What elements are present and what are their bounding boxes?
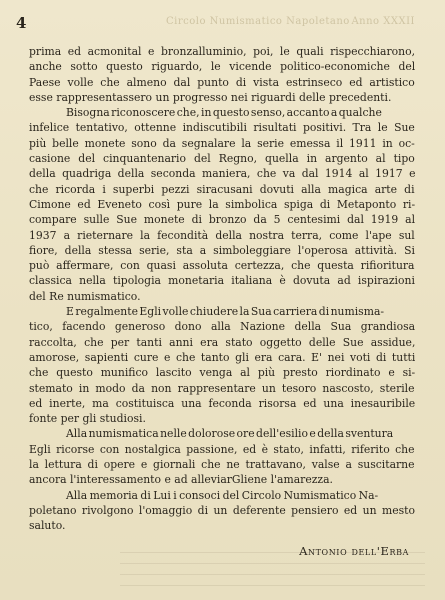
text-line: Cimone ed Eveneto così pure la simbolica spiga di Metaponto ri- — [29, 197, 415, 211]
article-body — [29, 44, 415, 534]
text-line: poletano rivolgono l'omaggio di un deferente pensiero ed un mesto — [29, 503, 415, 517]
text-line: Alla numismatica nelle dolorose ore dell'esilio e della sventura — [66, 427, 394, 441]
text-line: Egli ricorse con nostalgica passione, ed è stato, infatti, riferito che — [29, 442, 415, 456]
text-line: Paese volle che almeno dal punto di vista estrinseco ed artistico — [29, 75, 415, 89]
text-line: la lettura di opere e giornali che ne trattavano, valse a suscitarne — [29, 458, 415, 472]
paragraph — [29, 304, 415, 426]
text-line: stemato in modo da non rappresentare un tesoro nascosto, sterile — [29, 381, 415, 395]
text-line: casione del cinquantenario del Regno, quella in argento al tipo — [29, 152, 415, 166]
text-line: può affermare, con quasi assoluta certezza, che questa rifioritura — [29, 259, 415, 273]
text-line: amorose, sapienti cure e che tanto gli era cara. E' nei voti di tutti — [29, 350, 415, 364]
text-line: classica nella tipologia monetaria italiana è dovuta ad ispirazioni — [29, 274, 415, 288]
text-line: fonte per gli studiosi. — [29, 412, 146, 426]
paragraph — [29, 44, 415, 105]
text-line: che questo munifico lascito venga al più presto riordinato e si- — [29, 366, 415, 380]
page-header — [16, 14, 415, 34]
text-line: infelice tentativo, ottenne indiscutibili risultati positivi. Tra le Sue — [29, 121, 415, 135]
text-line: prima ed acmonital e bronzalluminio, poi, le quali rispecchiarono, — [29, 45, 415, 58]
text-line: tico, facendo generoso dono alla Nazione della Sua grandiosa — [29, 320, 415, 334]
text-line: E regalmente Egli volle chiudere la Sua carriera di numisma- — [66, 305, 385, 319]
text-line: compare sulle Sue monete di bronzo da 5 centesimi dal 1919 al — [29, 213, 415, 227]
paragraph — [29, 426, 415, 487]
text-line: fiore, della stessa serie, sta a simboleggiare l'operosa attività. Si — [29, 243, 415, 257]
text-line: saluto. — [29, 519, 66, 533]
show-through-text — [120, 552, 425, 592]
running-issue: Anno XXXII — [351, 16, 415, 27]
text-line: esse rappresentassero un progresso nei riguardi delle precedenti. — [29, 90, 392, 104]
page-number: 4 — [16, 14, 27, 32]
text-line: del Re numismatico. — [29, 289, 141, 303]
text-line: più belle monete sono da segnalare la serie emessa il 1911 in oc- — [29, 136, 415, 150]
text-line: raccolta, che per tanti anni era stato oggetto delle Sue assidue, — [29, 335, 415, 349]
text-line: della quadriga della seconda maniera, che va dal 1914 al 1917 e — [29, 167, 415, 181]
text-line: 1937 a rieternare la fecondità della nostra terra, come l'ape sul — [29, 228, 415, 242]
text-line: ancora l'interessamento e ad alleviarGliene l'amarezza. — [29, 473, 333, 487]
author-signature: Antonio dell'Erba — [299, 544, 409, 558]
text-line: Alla memoria di Lui i consoci del Circolo Numismatico Na- — [66, 488, 379, 502]
running-head: Circolo Numismatico Napoletano — [166, 16, 350, 27]
text-line: Bisogna riconoscere che, in questo senso, accanto a qualche — [66, 106, 382, 120]
paragraph — [29, 105, 415, 304]
text-line: ed inerte, ma costituisca una feconda risorsa ed una inesauribile — [29, 396, 415, 410]
paragraph — [29, 488, 415, 534]
text-line: che ricorda i superbi pezzi siracusani dovuti alla magica arte di — [29, 182, 415, 196]
text-line: anche sotto questo riguardo, le vicende politico-economiche del — [29, 60, 415, 74]
